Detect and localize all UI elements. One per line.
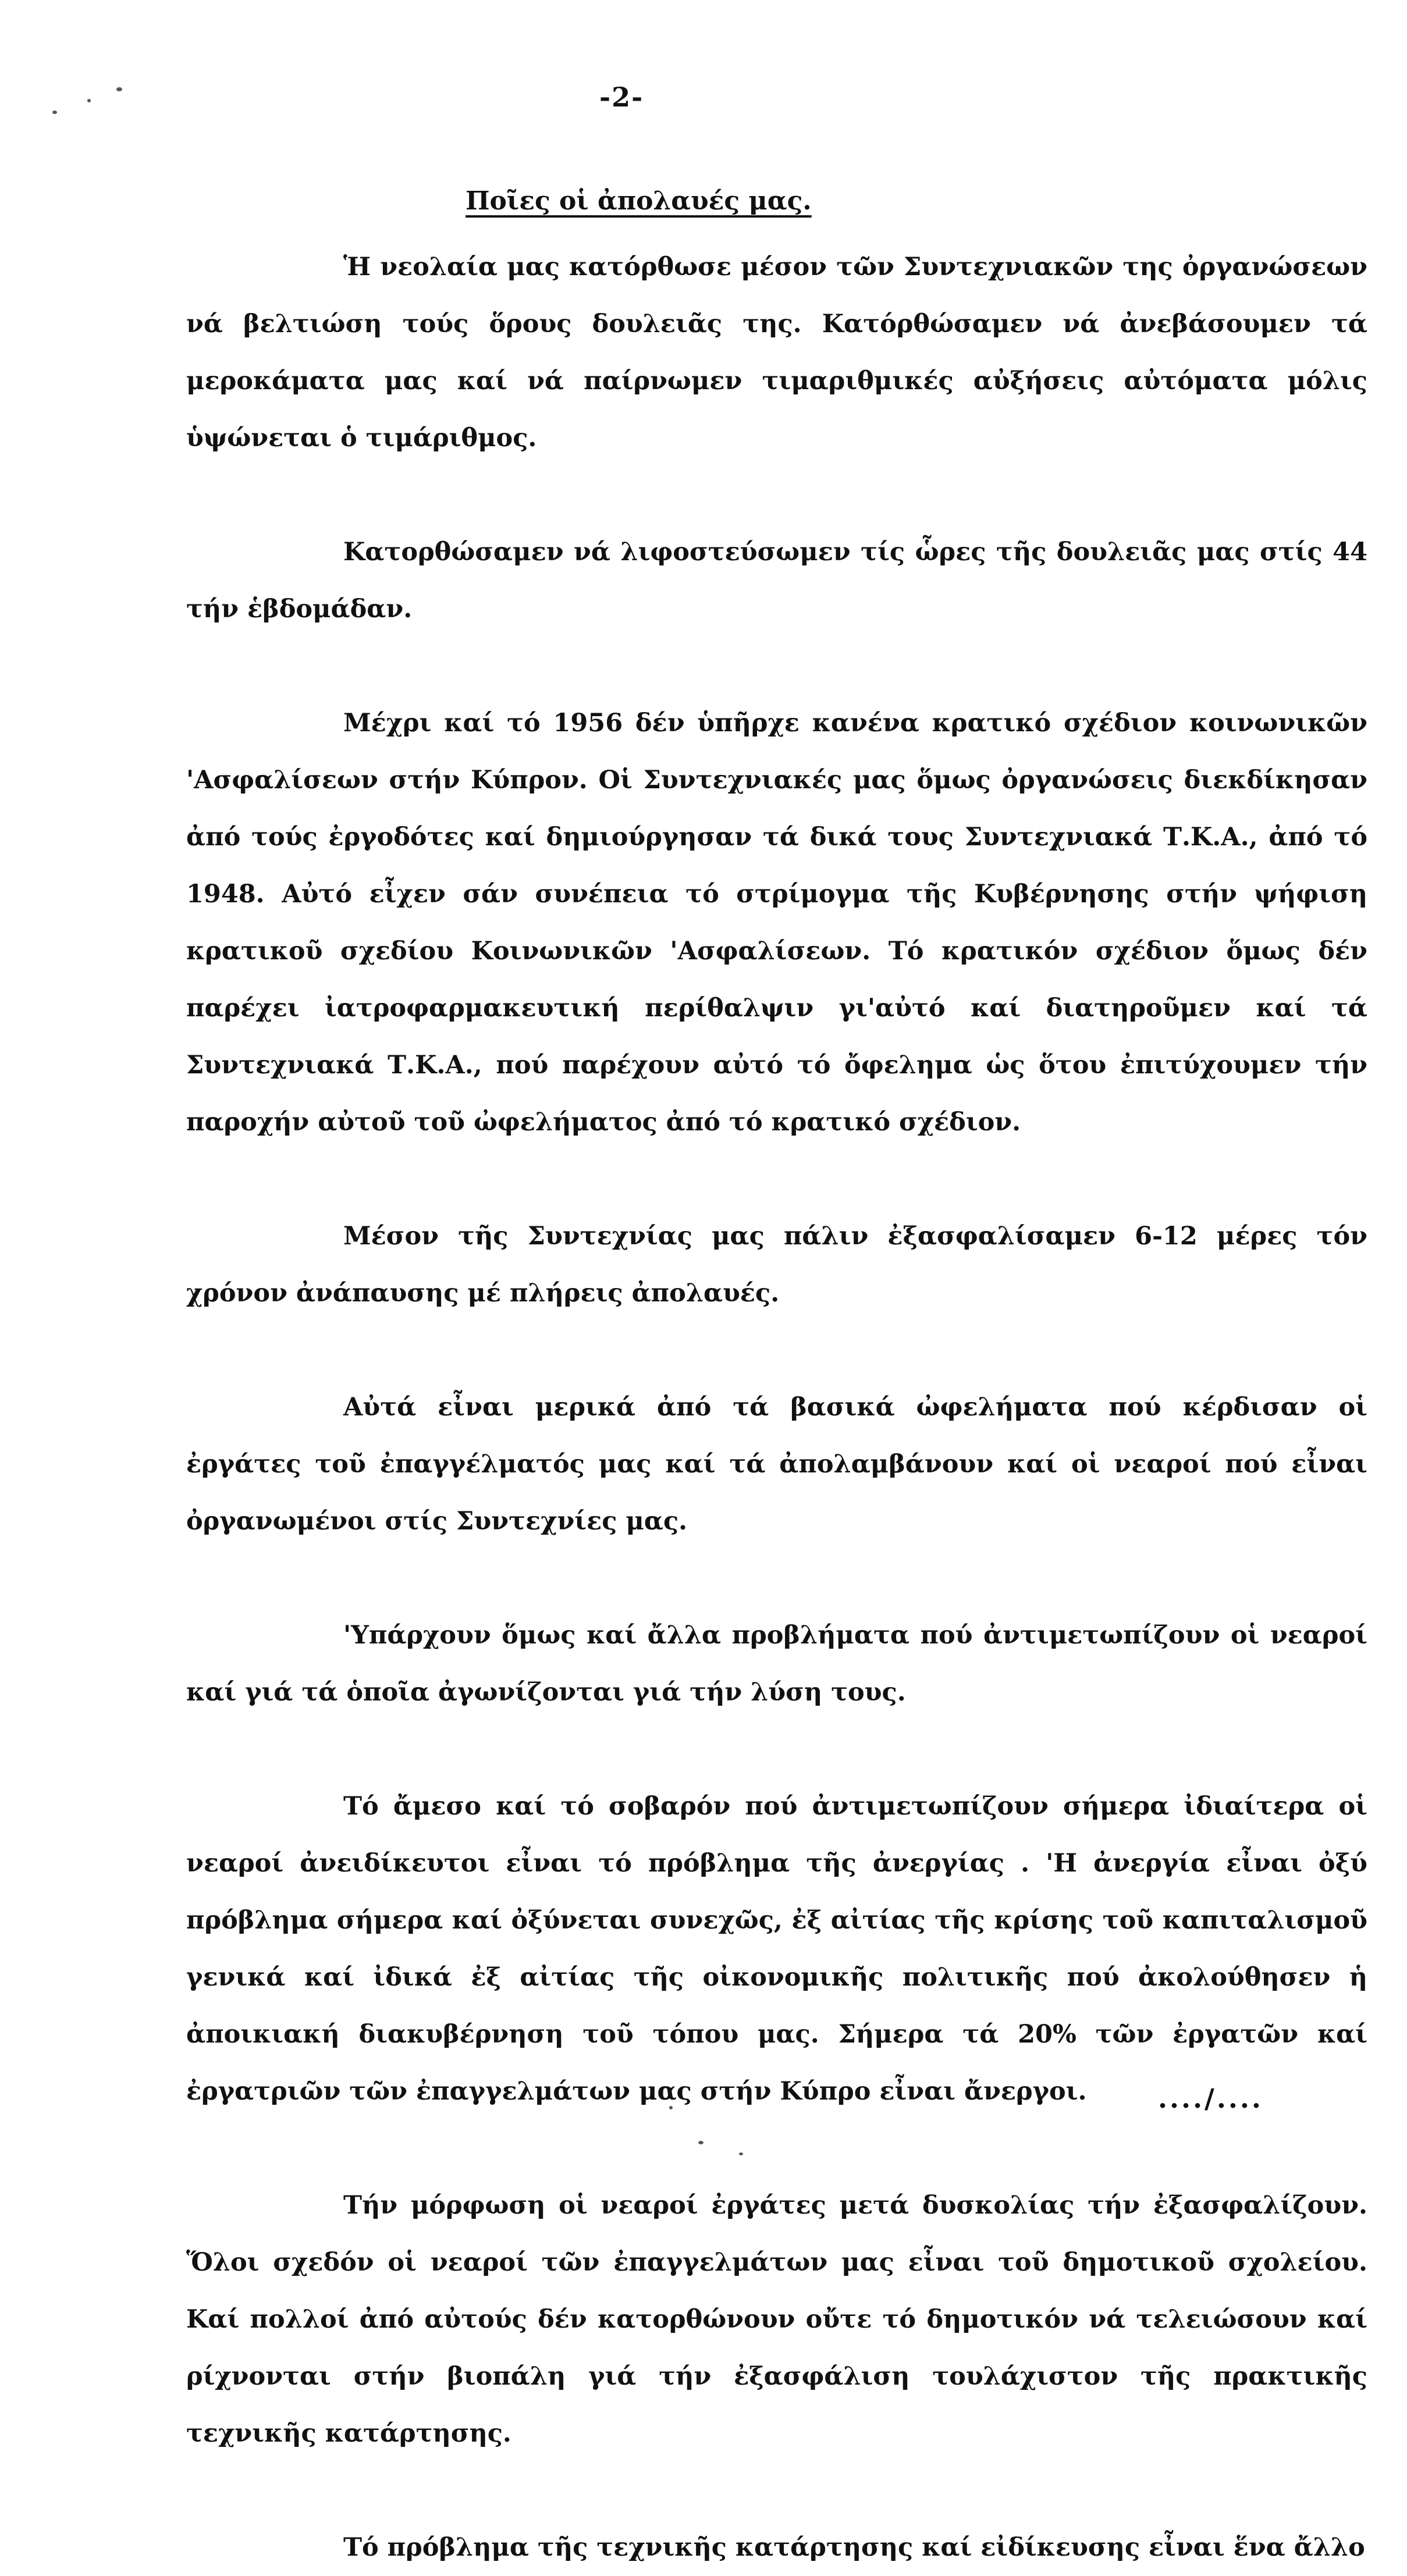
paragraph: Τό πρόβλημα τῆς τεχνικῆς κατάρτησης καί εἰδίκευσης εἶναι ἕνα ἄλλο	[343, 2533, 1365, 2562]
paragraph: Τήν μόρφωση οἱ νεαροί ἐργάτες μετά δυσκολίας τήν ἐξασφαλίζουν. Ὅλοι σχεδόν οἱ νεαροί τῶν ἐπαγγελμάτων μας εἶναι τοῦ δημοτικοῦ σχολείου. Καί πολλοί ἀπό αὐτούς δέν κατορθώνουν οὔτε τό δημοτικόν νά τελειώσουν καί ρίχνονται στήν βιοπάλη γιά τήν ἐξασφάλιση τουλάχιστον τῆς πρακτικῆς τεχνικῆς κατάρτησης.	[186, 2191, 1367, 2448]
paragraph: Τό ἄμεσο καί τό σοβαρόν πού ἀντιμετωπίζουν σήμερα ἰδιαίτερα οἱ νεαροί ἀνειδίκευτοι εἶναι τό πρόβλημα τῆς ἀνεργίας . 'Η ἀνεργία εἶναι ὀξύ πρόβλημα σήμερα καί ὀξύνεται συνεχῶς, ἐξ αἰτίας τῆς κρίσης τοῦ καπιταλισμοῦ γενικά καί ἰδικά ἐξ αἰτίας τῆς οἰκονομικῆς πολιτικῆς πού ἀκολούθησεν ἡ ἀποικιακή διακυβέρνηση τοῦ τόπου μας. Σήμερα τά 20% τῶν ἐργατῶν καί ἐργατριῶν τῶν ἐπαγγελμάτων μας στήν Κύπρο εἶναι ἄνεργοι.	[186, 1792, 1367, 2106]
paragraph: Μέχρι καί τό 1956 δέν ὑπῆρχε κανένα κρατικό σχέδιον κοινωνικῶν 'Ασφαλίσεων στήν Κύπρον. Οἱ Συντεχνιακές μας ὅμως ὀργανώσεις διεκδίκησαν ἀπό τούς ἐργοδότες καί δημιούργησαν τά δικά τους Συντεχνιακά Τ.Κ.Α., ἀπό τό 1948. Αὐτό εἶχεν σάν συνέπεια τό στρίμογμα τῆς Κυβέρνησης στήν ψήφιση κρατικοῦ σχεδίου Κοινωνικῶν 'Ασφαλίσεων. Τό κρατικόν σχέδιον ὅμως δέν παρέχει ἰατροφαρμακευτική περίθαλψιν γι'αὐτό καί διατηροῦμεν καί τά Συντεχνιακά Τ.Κ.Α., πού παρέχουν αὐτό τό ὄφελημα ὡς ὅτου ἐπιτύχουμεν τήν παροχήν αὐτοῦ τοῦ ὠφελήματος ἀπό τό κρατικό σχέδιον.	[186, 709, 1367, 1137]
section-heading: Ποῖες οἱ ἀπολαυές μας.	[466, 186, 812, 216]
document-body	[186, 239, 1367, 2576]
scan-speck	[116, 87, 122, 91]
scan-speck	[669, 2106, 673, 2109]
scan-speck	[698, 2141, 704, 2144]
scan-speck	[739, 2152, 743, 2155]
paragraph: Ἡ νεολαία μας κατόρθωσε μέσον τῶν Συντεχνιακῶν της ὀργανώσεων νά βελτιώση τούς ὅρους δουλειᾶς της. Κατόρθώσαμεν νά ἀνεβάσουμεν τά μεροκάματα μας καί νά παίρνωμεν τιμαριθμικές αὐξήσεις αὐτόματα μόλις ὑψώνεται ὁ τιμάριθμος.	[186, 252, 1367, 453]
page-number: -2-	[599, 81, 644, 113]
paragraph: Κατορθώσαμεν νά λιφοστεύσωμεν τίς ὧρες τῆς δουλειᾶς μας στίς 44 τήν ἑβδομάδαν.	[186, 538, 1367, 624]
scan-speck	[87, 99, 91, 102]
paragraph: 'Υπάρχουν ὅμως καί ἄλλα προβλήματα πού ἀντιμετωπίζουν οἱ νεαροί καί γιά τά ὁποῖα ἀγωνίζονται γιά τήν λύση τους.	[186, 1621, 1367, 1707]
scan-speck	[52, 111, 57, 114]
paragraph: Μέσον τῆς Συντεχνίας μας πάλιν ἐξασφαλίσαμεν 6-12 μέρες τόν χρόνον ἀνάπαυσης μέ πλήρεις ἀπολαυές.	[186, 1222, 1367, 1308]
paragraph: Αὐτά εἶναι μερικά ἀπό τά βασικά ὠφελήματα πού κέρδισαν οἱ ἐργάτες τοῦ ἐπαγγέλματός μας καί τά ἀπολαμβάνουν καί οἱ νεαροί πού εἶναι ὀργανωμένοι στίς Συντεχνίες μας.	[186, 1393, 1367, 1536]
continuation-mark: ..../....	[1158, 2083, 1263, 2114]
